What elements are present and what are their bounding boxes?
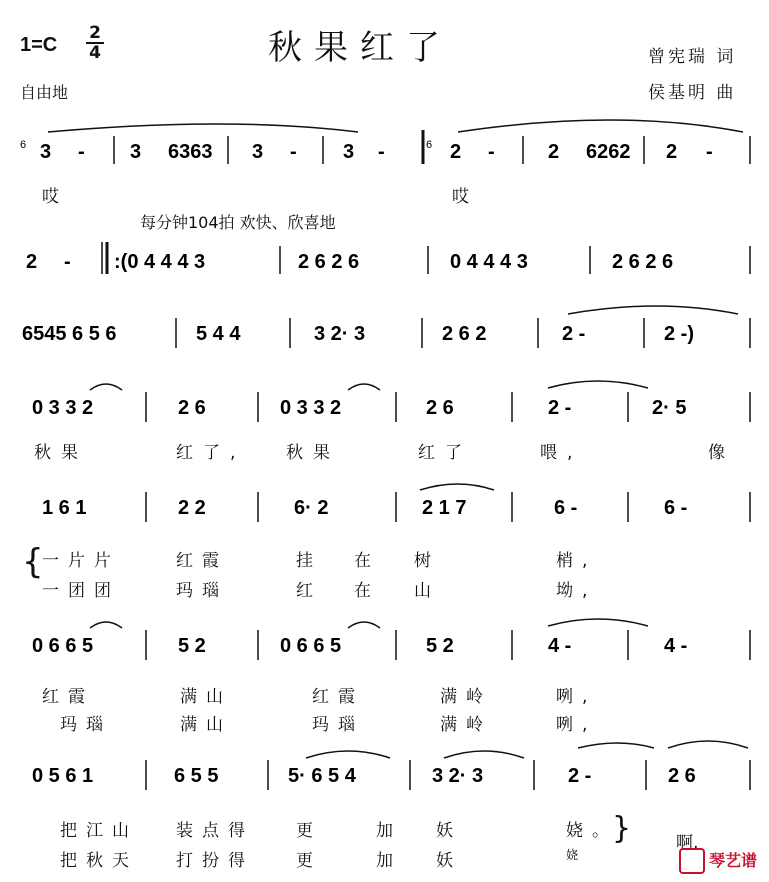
lyric-line6-v1-2: 满山 bbox=[180, 687, 232, 707]
lyric-line7-v2-4: 加 bbox=[376, 851, 402, 871]
verse-brace: { bbox=[22, 542, 44, 582]
note: 2 bbox=[666, 141, 678, 163]
note: 2 6 bbox=[668, 765, 696, 787]
lyric-line5-v1-6: 梢, bbox=[556, 551, 597, 571]
slur bbox=[348, 622, 380, 628]
note: 5 4 4 bbox=[196, 323, 241, 345]
lyric-line5-v1-4: 在 bbox=[354, 551, 380, 571]
tie bbox=[548, 619, 648, 626]
note: 5 2 bbox=[178, 635, 206, 657]
note: 2 2 bbox=[178, 497, 206, 519]
lyric-line7-v2-6: 娆 bbox=[566, 848, 588, 862]
note: 5· 6 5 4 bbox=[288, 765, 356, 787]
lyric-line4-6: 像 bbox=[708, 443, 725, 463]
lyric-line7-v1-1: 把江山 bbox=[60, 821, 138, 841]
note: 1 6 1 bbox=[42, 497, 87, 519]
tempo-marking: 每分钟104拍 欢快、欣喜地 bbox=[140, 213, 336, 232]
lyric-line6-v2-2: 满山 bbox=[180, 715, 232, 735]
score-line-1-svg bbox=[18, 118, 752, 168]
lyric-line4-5: 喂, bbox=[540, 443, 583, 463]
score-line-6-svg bbox=[18, 616, 752, 666]
note: 2 - bbox=[568, 765, 592, 787]
tie bbox=[568, 306, 738, 314]
watermark-text: 琴艺谱 bbox=[708, 850, 757, 870]
score-line-5-svg bbox=[18, 478, 752, 528]
lyric-line5-v1-1: 一片片 bbox=[42, 551, 120, 571]
tie bbox=[548, 381, 648, 388]
lyric-line6-v1-5: 咧, bbox=[556, 687, 597, 707]
lyric-line5-v2-1: 一团团 bbox=[42, 581, 120, 601]
composer-credit: 侯基明 曲 bbox=[648, 83, 737, 103]
intro-marking: 自由地 bbox=[20, 83, 69, 102]
lyric-line4-2: 红了, bbox=[176, 443, 246, 463]
note: 2 bbox=[26, 251, 38, 273]
note: - bbox=[488, 141, 495, 163]
lyric-line5-v2-4: 在 bbox=[354, 581, 380, 601]
tie bbox=[578, 743, 654, 748]
music-logo-icon bbox=[679, 848, 705, 874]
time-signature-top: 2 bbox=[89, 23, 101, 43]
lyric-line5-v2-5: 山 bbox=[414, 581, 440, 601]
lyric-line5-v1-3: 挂 bbox=[296, 551, 322, 571]
note: 2 bbox=[548, 141, 560, 163]
note: 2 6 2 6 bbox=[298, 251, 360, 273]
lyric-line4-4: 红了 bbox=[418, 443, 472, 463]
time-signature bbox=[86, 24, 104, 62]
lyric-line6-v1-1: 红霞 bbox=[42, 687, 94, 707]
note: 3 2· 3 bbox=[314, 323, 366, 345]
note: 2 6 2 6 bbox=[612, 251, 674, 273]
note: - bbox=[64, 251, 71, 273]
slur bbox=[48, 124, 358, 132]
score-line-7-svg bbox=[18, 744, 752, 794]
slur bbox=[90, 622, 122, 628]
note: 6 - bbox=[664, 497, 688, 519]
grace-note: 6 bbox=[20, 139, 27, 151]
note: :(0 4 4 4 3 bbox=[114, 251, 206, 273]
lyric-line4-3: 秋果 bbox=[286, 443, 340, 463]
lyric-line6-v2-3: 玛瑙 bbox=[312, 715, 364, 735]
time-signature-bottom: 4 bbox=[89, 43, 101, 63]
slur bbox=[444, 751, 524, 758]
score-line-5 bbox=[18, 478, 752, 528]
note: 0 6 6 5 bbox=[32, 635, 94, 657]
note: 2· 5 bbox=[652, 397, 687, 419]
lyric-intro-1: 哎 bbox=[42, 187, 59, 207]
note: 3 2· 3 bbox=[432, 765, 484, 787]
song-title: 秋果红了 bbox=[268, 28, 452, 68]
note: 2 - bbox=[548, 397, 572, 419]
verse-brace-end: } bbox=[612, 811, 632, 846]
lyric-line6-v1-4: 满岭 bbox=[440, 687, 492, 707]
slur bbox=[420, 484, 494, 490]
score-line-1 bbox=[18, 118, 752, 168]
lyric-line6-v1-3: 红霞 bbox=[312, 687, 364, 707]
lyric-line7-v1-4: 加 bbox=[376, 821, 402, 841]
note: 6 - bbox=[554, 497, 578, 519]
note: 3 bbox=[252, 141, 264, 163]
score-line-3 bbox=[18, 304, 752, 354]
slur bbox=[90, 384, 122, 390]
slur bbox=[668, 741, 748, 748]
lyric-line7-v1-3: 更 bbox=[296, 821, 322, 841]
score-line-4-svg bbox=[18, 378, 752, 428]
lyric-line5-v1-5: 树 bbox=[414, 551, 440, 571]
score-line-3-svg bbox=[18, 304, 752, 354]
lyricist-credit: 曾宪瑞 词 bbox=[648, 47, 737, 67]
lyric-line6-v2-1: 玛瑙 bbox=[60, 715, 112, 735]
note: - bbox=[706, 141, 713, 163]
note: 3 bbox=[130, 141, 142, 163]
note: - bbox=[290, 141, 297, 163]
lyric-line7-v2-1: 把秋天 bbox=[60, 851, 138, 871]
score-line-6 bbox=[18, 616, 752, 666]
watermark-logo bbox=[679, 848, 757, 875]
score-line-4 bbox=[18, 378, 752, 428]
note: 3 bbox=[40, 141, 52, 163]
note: - bbox=[78, 141, 85, 163]
note: 2 -) bbox=[664, 323, 694, 345]
score-line-2-svg bbox=[18, 228, 752, 278]
note: 2 6 bbox=[426, 397, 454, 419]
note: 5 2 bbox=[426, 635, 454, 657]
lyric-line4-1: 秋果 bbox=[34, 443, 88, 463]
note: 0 6 6 5 bbox=[280, 635, 342, 657]
note: 0 4 4 4 3 bbox=[450, 251, 528, 273]
note: 6 5 5 bbox=[174, 765, 219, 787]
lyric-line7-end: 啊, bbox=[676, 833, 699, 853]
note: 2 6 2 bbox=[442, 323, 487, 345]
note: 6363 bbox=[168, 141, 213, 163]
lyric-line5-v2-2: 玛瑙 bbox=[176, 581, 228, 601]
lyric-line5-v2-3: 红 bbox=[296, 581, 322, 601]
lyric-line7-v2-3: 更 bbox=[296, 851, 322, 871]
note: 2 - bbox=[562, 323, 586, 345]
lyric-intro-2: 哎 bbox=[452, 187, 469, 207]
note: 0 3 3 2 bbox=[32, 397, 94, 419]
note: 3 bbox=[343, 141, 355, 163]
note: 0 5 6 1 bbox=[32, 765, 94, 787]
lyric-line6-v2-5: 咧, bbox=[556, 715, 597, 735]
note: 2 1 7 bbox=[422, 497, 467, 519]
note: 4 - bbox=[664, 635, 688, 657]
lyric-line7-v1-5: 妖 bbox=[436, 821, 462, 841]
lyric-line7-v1-6: 娆。 bbox=[566, 821, 618, 841]
key-signature: 1=C bbox=[20, 34, 58, 56]
slur bbox=[458, 120, 743, 132]
note: - bbox=[378, 141, 385, 163]
note: 6545 6 5 6 bbox=[22, 323, 117, 345]
score-line-2 bbox=[18, 228, 752, 278]
lyric-line7-v2-5: 妖 bbox=[436, 851, 462, 871]
lyric-line5-v2-6: 坳, bbox=[556, 581, 597, 601]
score-line-7 bbox=[18, 744, 752, 794]
note: 6· 2 bbox=[294, 497, 329, 519]
note: 0 3 3 2 bbox=[280, 397, 342, 419]
note: 4 - bbox=[548, 635, 572, 657]
note: 2 6 bbox=[178, 397, 206, 419]
lyric-line7-v2-2: 打扮得 bbox=[176, 851, 254, 871]
lyric-line7-v1-2: 装点得 bbox=[176, 821, 254, 841]
lyric-line5-v1-2: 红霞 bbox=[176, 551, 228, 571]
lyric-line6-v2-4: 满岭 bbox=[440, 715, 492, 735]
note: 2 bbox=[450, 141, 462, 163]
note: 6262 bbox=[586, 141, 631, 163]
slur bbox=[348, 384, 380, 390]
slur bbox=[306, 751, 390, 758]
grace-note: 6 bbox=[426, 139, 433, 151]
